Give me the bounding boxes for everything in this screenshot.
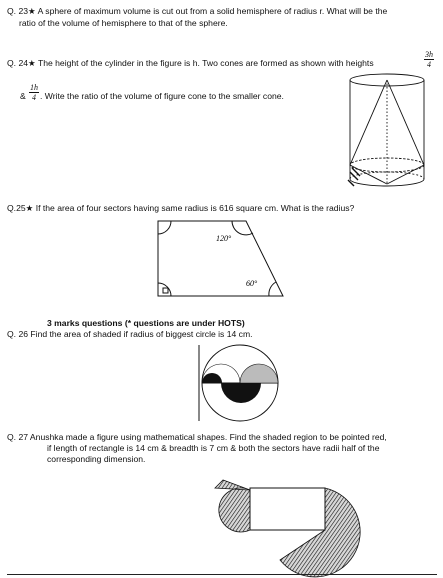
q24-line-1: Q. 24★ The height of the cylinder in the figure is h. Two cones are formed as shown with heights [7,58,374,68]
q24-fraction-1h-4 [28,83,40,102]
q24-fraction-3h-4 [423,50,435,69]
bottom-rule [7,574,437,575]
rectangle-sectors-figure [205,470,385,575]
q27-line-1: Q. 27 Anushka made a figure using mathematical shapes. Find the shaded region to be pointed red, [7,432,387,442]
angle-60-label: 60° [246,279,258,288]
q26-line-1: Q. 26 Find the area of shaded if radius of biggest circle is 14 cm. [7,329,253,339]
q24-ampersand: & [20,91,26,101]
quadrilateral-sectors-figure [150,216,290,301]
q23-line-1: Q. 23★ A sphere of maximum volume is cut out from a solid hemisphere of radius r. What will be the [7,6,388,16]
shaded-circles-figure [190,343,282,425]
q24-line-2: . Write the ratio of the volume of figure cone to the smaller cone. [40,91,284,101]
q27-line-2: if length of rectangle is 14 cm & breadth is 7 cm & both the sectors have radii half of the [47,443,380,453]
q24-fraction-2-numerator: 1h [30,83,38,92]
q24-fraction-2-denominator: 4 [32,93,36,102]
section-heading: 3 marks questions (* questions are under HOTS) [47,318,245,328]
q24-fraction-1-numerator: 3h [425,50,433,59]
q23-line-2: ratio of the volume of hemisphere to that of the sphere. [19,18,228,28]
q27-line-3: corresponding dimension. [47,454,146,464]
cylinder-cones-figure [340,72,435,197]
angle-120-label: 120° [216,234,232,243]
q24-fraction-1-denominator: 4 [427,60,431,69]
q25-line-1: Q.25★ If the area of four sectors having same radius is 616 square cm. What is the radius? [7,203,355,213]
